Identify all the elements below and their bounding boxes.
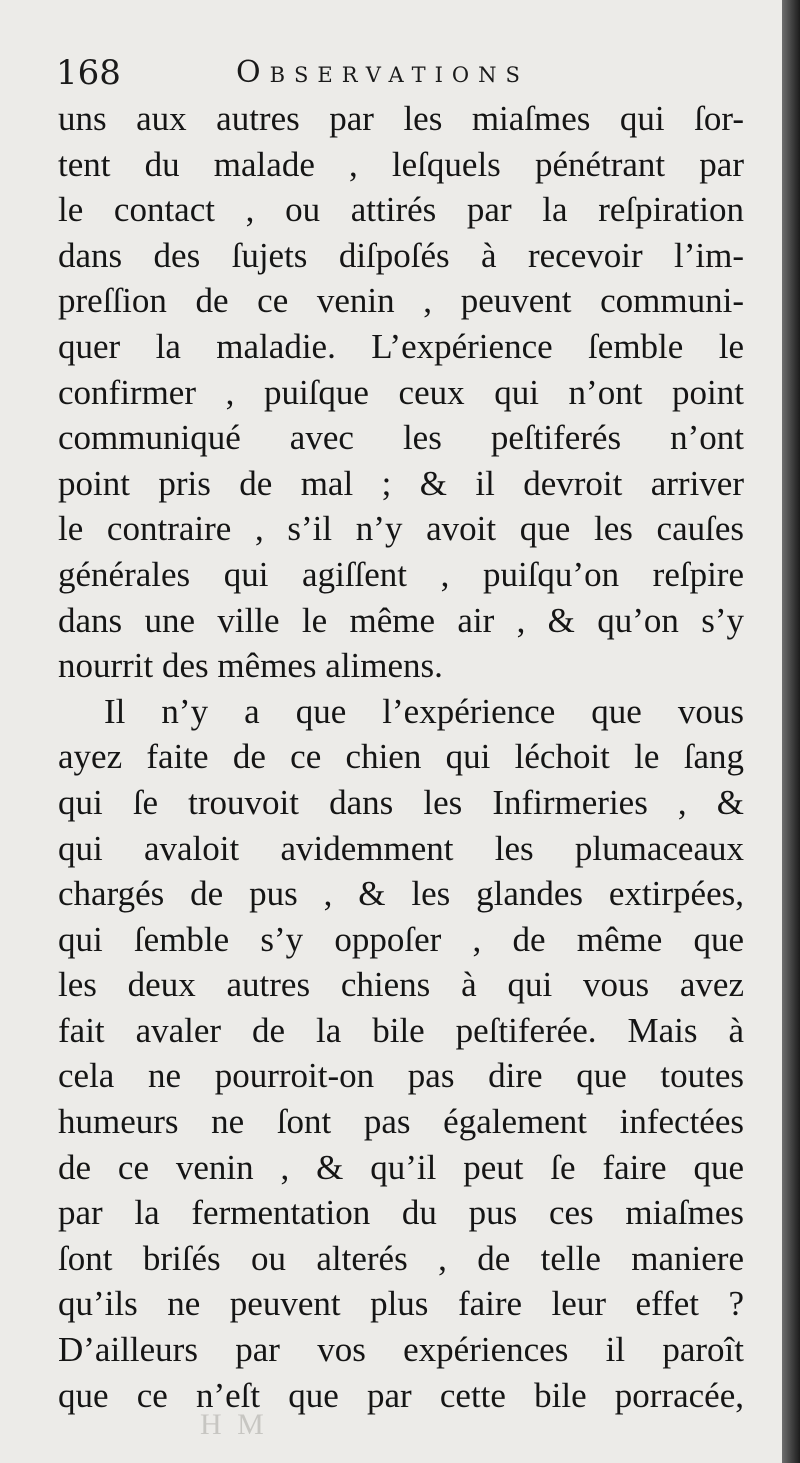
text-line: dans des ſujets diſpoſés à recevoir l’im- bbox=[58, 235, 744, 275]
text-line: nourrit des mêmes alimens. bbox=[58, 646, 443, 686]
text-line: Il n’y a que l’expérience que vous bbox=[104, 691, 744, 731]
text-line: preſſion de ce venin , peuvent communi- bbox=[58, 281, 744, 321]
text-line: confirmer , puiſque ceux qui n’ont point bbox=[58, 372, 744, 412]
text-line: le contact , ou attirés par la reſpiration bbox=[58, 190, 744, 230]
text-line: fait avaler de la bile peſtiferée. Mais à bbox=[58, 1010, 744, 1050]
text-line: chargés de pus , & les glandes extirpées, bbox=[58, 874, 744, 914]
text-line: tent du malade , leſquels pénétrant par bbox=[58, 144, 744, 184]
text-line: qui ſemble s’y oppoſer , de même que bbox=[58, 919, 744, 959]
text-line: ſont briſés ou alterés , de telle maniere bbox=[58, 1238, 744, 1278]
text-line: de ce venin , & qu’il peut ſe faire que bbox=[58, 1147, 744, 1187]
text-line: quer la maladie. L’expérience ſemble le bbox=[58, 326, 744, 366]
text-line: ayez faite de ce chien qui léchoit le ſang bbox=[58, 737, 744, 777]
text-line: dans une ville le même air , & qu’on s’y bbox=[58, 600, 744, 640]
text-line: le contraire , s’il n’y avoit que les cauſes bbox=[58, 509, 744, 549]
text-line: uns aux autres par les miaſmes qui ſor- bbox=[58, 99, 744, 138]
text-line: qu’ils ne peuvent plus faire leur effet ? bbox=[58, 1284, 744, 1324]
page-number: 168 bbox=[56, 53, 121, 93]
text-line: point pris de mal ; & il devroit arriver bbox=[58, 463, 744, 503]
paragraph-1 bbox=[58, 96, 744, 689]
paragraph-2 bbox=[58, 689, 744, 1419]
text-line: humeurs ne ſont pas également infectées bbox=[58, 1102, 744, 1142]
running-head bbox=[56, 46, 756, 100]
text-line: communiqué avec les peſtiferés n’ont bbox=[58, 418, 744, 458]
text-body bbox=[58, 96, 744, 1418]
text-line: les deux autres chiens à qui vous avez bbox=[58, 965, 744, 1005]
page-edge-shadow bbox=[782, 0, 800, 1463]
text-line: qui avaloit avidemment les plumaceaux bbox=[58, 828, 744, 868]
text-line: qui ſe trouvoit dans les Infirmeries , & bbox=[58, 782, 744, 822]
text-line: que ce n’eſt que par cette bile porracée, bbox=[58, 1375, 744, 1415]
text-line: générales qui agiſſent , puiſqu’on reſpire bbox=[58, 554, 744, 594]
signature-mark: H M bbox=[200, 1408, 268, 1441]
text-line: cela ne pourroit-on pas dire que toutes bbox=[58, 1056, 744, 1096]
text-line: par la fermentation du pus ces miaſmes bbox=[58, 1193, 744, 1233]
text-line: D’ailleurs par vos expériences il paroît bbox=[58, 1330, 744, 1370]
running-title: Observations bbox=[236, 55, 529, 90]
